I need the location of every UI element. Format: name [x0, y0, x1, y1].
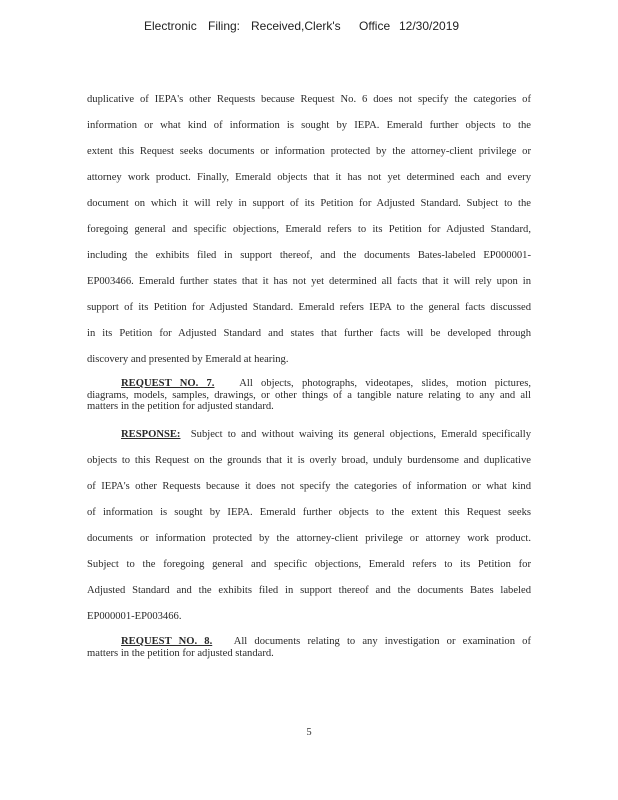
paragraph-line: EP000001-EP003466.: [87, 611, 182, 622]
request-8: [87, 636, 531, 659]
paragraph-line: discovery and presented by Emerald at hearing.: [87, 354, 289, 365]
request-8-line: All documents relating to any investigation or examination of: [233, 636, 531, 647]
page-number: 5: [306, 727, 312, 738]
paragraph-line: support of its Petition for Adjusted Standard. Emerald refers IEPA to the general facts discussed: [87, 302, 531, 313]
request-7-line: All objects, photographs, videotapes, slides, motion pictures,: [239, 378, 531, 389]
paragraph-line: extent this Request seeks documents or information protected by the attorney-client privilege or: [87, 146, 531, 157]
request-7: [87, 378, 531, 413]
request-8-line: matters in the petition for adjusted standard.: [87, 647, 274, 659]
paragraph-line: EP003466. Emerald further states that it has not yet determined all facts that it will rely upon in: [87, 276, 531, 287]
request-7-line: diagrams, models, samples, drawings, or other things of a tangible nature relating to any and all: [87, 389, 531, 401]
header-electronic: Electronic: [144, 19, 197, 33]
paragraph-line: foregoing general and specific objections, Emerald refers to its Petition for Adjusted Standard,: [87, 224, 531, 235]
header-date: 12/30/2019: [399, 19, 460, 33]
paragraph-line: of IEPA's other Requests because it does not specify the categories of information or what kind: [87, 481, 531, 492]
request-8-label: REQUEST NO. 8.: [121, 636, 213, 647]
paragraph-line: attorney work product. Finally, Emerald objects that it has not yet determined each and every: [87, 172, 531, 183]
paragraph-line: duplicative of IEPA's other Requests because Request No. 6 does not specify the categories of: [87, 94, 531, 105]
header-office: Office: [359, 19, 391, 33]
paragraph-line: objects to this Request on the grounds that it is overly broad, unduly burdensome and duplicative: [87, 455, 531, 466]
response-7-label: RESPONSE:: [121, 429, 181, 440]
paragraph-line: Subject to the foregoing general and specific objections, Emerald refers to its Petition for: [87, 559, 531, 570]
response-7-line: Subject to and without waiving its general objections, Emerald specifically: [190, 429, 531, 440]
paragraph-line: in its Petition for Adjusted Standard and states that further facts will be developed through: [87, 328, 531, 339]
header-received-clerks: Received,Clerk's: [251, 19, 341, 33]
paragraph-line: of information is sought by IEPA. Emerald further objects to the extent this Request seeks: [87, 507, 531, 518]
header-filing: Filing:: [208, 19, 241, 33]
request-7-label: REQUEST NO. 7.: [121, 378, 215, 389]
response-7: [87, 422, 531, 630]
paragraph-line: document on which it will rely in support of its Petition for Adjusted Standard. Subject to the: [87, 198, 531, 209]
paragraph-line: documents or information protected by the attorney-client privilege or attorney work product.: [87, 533, 531, 544]
request-7-line: matters in the petition for adjusted standard.: [87, 401, 274, 412]
paragraph-line: including the exhibits filed in support thereof, and the documents Bates-labeled EP000001-: [87, 250, 531, 261]
paragraph-response-6-continued: [87, 87, 531, 373]
paragraph-line: information or what kind of information is sought by IEPA. Emerald further objects to the: [87, 120, 531, 131]
paragraph-line: Adjusted Standard and the exhibits filed in support thereof and the documents Bates labeled: [87, 585, 531, 596]
